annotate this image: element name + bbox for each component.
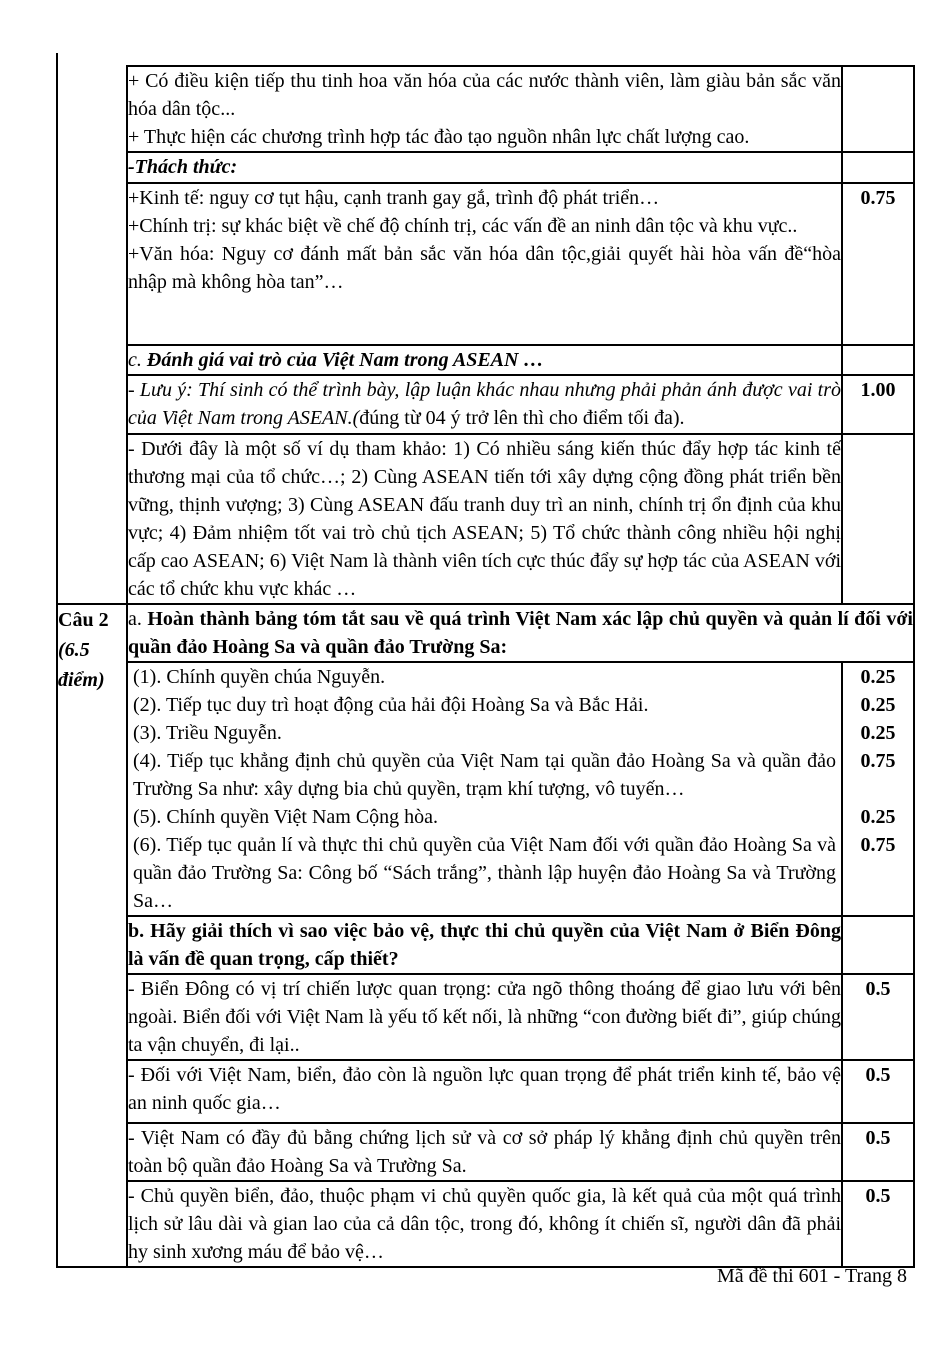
part-b-header-cell	[127, 916, 842, 974]
points-cell	[842, 152, 914, 183]
answer-cell	[127, 1123, 842, 1181]
table-row	[57, 1123, 914, 1181]
answer-paragraph: +Kinh tế: nguy cơ tụt hậu, cạnh tranh gay gắ, trình độ phát triển…	[128, 187, 660, 209]
table-row	[57, 974, 914, 1060]
note-regular-text: đúng từ 04 ý trở lên thì cho điểm tối đa).	[359, 407, 685, 429]
item-points: 0.25	[841, 719, 913, 747]
item-text: (6). Tiếp tục quản lí và thực thi chủ quyền của Việt Nam đối với quần đảo Hoàng Sa và quần đảo Trường Sa: Công bố “Sách trắng”, thành lập huyện đảo Hoàng Sa và Trường Sa…	[133, 834, 836, 912]
item-row	[128, 663, 913, 691]
answer-paragraph: - Biển Đông có vị trí chiến lược quan trọng: cửa ngõ thông thoáng để giao lưu với bên ngoài. Biển đối với Việt Nam là yếu tố kết nối, là những “con đường biết đi”, giúp chúng ta vận chuyển, đi lại..	[128, 978, 841, 1056]
item-text: (3). Triều Nguyễn.	[133, 722, 282, 744]
table-row	[57, 662, 914, 916]
item-row	[128, 747, 913, 803]
answer-paragraph: + Thực hiện các chương trình hợp tác đào tạo nguồn nhân lực chất lượng cao.	[128, 126, 750, 148]
answer-cell	[127, 152, 842, 183]
item-points: 0.25	[841, 691, 913, 719]
table-row	[57, 66, 914, 152]
item-text: (5). Chính quyền Việt Nam Cộng hòa.	[133, 806, 439, 828]
subheading-danh-gia: Đánh giá vai trò của Việt Nam trong ASEAN …	[146, 349, 544, 371]
table-row	[57, 375, 914, 434]
note-italic-text: - Lưu ý: Thí sinh có thể trình bày, lập luận khác nhau nhưng phải phản ánh được vai trò của Việt Nam trong ASEAN.(	[128, 379, 841, 429]
points-cell	[842, 66, 914, 152]
item-row	[128, 719, 913, 747]
points-cell: 0.5	[842, 1181, 914, 1267]
table-row	[57, 434, 914, 604]
item-points: 0.75	[841, 747, 913, 803]
answer-paragraph: - Việt Nam có đầy đủ bằng chứng lịch sử và cơ sở pháp lý khẳng định chủ quyền trên toàn bộ quần đảo Hoàng Sa và Trường Sa.	[128, 1127, 841, 1177]
points-cell: 0.5	[842, 1060, 914, 1123]
answer-paragraph: - Chủ quyền biển, đảo, thuộc phạm vi chủ quyền quốc gia, là kết quả của một quá trình lịch sử lâu dài và gian lao của cả dân tộc, trong đó, không ít chiến sĩ, người dân đã phải hy sinh xương máu để bảo vệ…	[128, 1185, 841, 1263]
answer-cell	[127, 375, 842, 434]
item-row	[128, 803, 913, 831]
part-a-header-cell	[127, 604, 914, 662]
question-number-cell-empty	[57, 66, 127, 604]
item-points: 0.25	[841, 803, 913, 831]
points-cell	[842, 434, 914, 604]
page-footer: Mã đề thi 601 - Trang 8	[717, 1265, 907, 1287]
items-with-points	[128, 663, 913, 915]
answer-paragraph: - Đối với Việt Nam, biển, đảo còn là nguồn lực quan trọng để phát triển kinh tế, bảo vệ an ninh quốc gia…	[128, 1064, 841, 1114]
points-cell: 1.00	[842, 375, 914, 434]
question-number-cell	[57, 604, 127, 1267]
item-row	[128, 831, 913, 915]
table-row	[57, 916, 914, 974]
answer-cell	[127, 1060, 842, 1123]
answer-cell	[127, 345, 842, 375]
part-a-items-cell	[127, 662, 914, 916]
table-row	[57, 152, 914, 183]
item-letter: a.	[128, 608, 148, 630]
points-cell: 0.75	[842, 183, 914, 345]
question-points-close: điểm)	[58, 669, 105, 691]
answer-cell	[127, 434, 842, 604]
points-cell: 0.5	[842, 974, 914, 1060]
part-b-title: b. Hãy giải thích vì sao việc bảo vệ, thực thi chủ quyền của Việt Nam ở Biển Đông là vấn đề quan trọng, cấp thiết?	[128, 920, 841, 970]
table-row	[57, 183, 914, 345]
part-a-title: Hoàn thành bảng tóm tắt sau về quá trình Việt Nam xác lập chủ quyền và quản lí đối với quần đảo Hoàng Sa và quần đảo Trường Sa:	[128, 608, 913, 658]
item-text: (2). Tiếp tục duy trì hoạt động của hải đội Hoàng Sa và Bắc Hải.	[133, 694, 649, 716]
table-row	[57, 1060, 914, 1123]
question-number: Câu 2	[58, 609, 109, 631]
item-points: 0.75	[841, 831, 913, 915]
item-row	[128, 691, 913, 719]
table-row	[57, 345, 914, 375]
answer-cell	[127, 1181, 842, 1267]
answer-paragraph: +Chính trị: sự khác biệt về chế độ chính trị, các vấn đề an ninh dân tộc và khu vực..	[128, 215, 798, 237]
answer-cell	[127, 974, 842, 1060]
points-cell: 0.5	[842, 1123, 914, 1181]
item-letter: c.	[128, 349, 147, 371]
subheading-thach-thuc: -Thách thức:	[128, 156, 238, 178]
answer-paragraph: + Có điều kiện tiếp thu tinh hoa văn hóa của các nước thành viên, làm giàu bản sắc văn hóa dân tộc...	[128, 70, 841, 120]
answer-cell	[127, 183, 842, 345]
points-cell	[842, 916, 914, 974]
points-cell	[842, 345, 914, 375]
table-row	[57, 1181, 914, 1267]
item-text: (4). Tiếp tục khẳng định chủ quyền của Việt Nam tại quần đảo Hoàng Sa và quần đảo Trường Sa như: xây dựng bia chủ quyền, trạm khí tượng, vô tuyến…	[133, 750, 836, 800]
answer-paragraph: - Dưới đây là một số ví dụ tham khảo: 1) Có nhiều sáng kiến thúc đẩy hợp tác kinh tế thương mại của tổ chức…; 2) Cùng ASEAN tiến tới xây dựng cộng đồng phát triển bền vững, thịnh vượng; 3) Cùng ASEAN đấu tranh duy trì an ninh, chính trị ổn định của khu vực; 4) Đảm nhiệm tốt vai trò chủ tịch ASEAN; 5) Tổ chức thành công nhiều hội nghị cấp cao ASEAN; 6) Việt Nam là thành viên tích cực thúc đẩy sự hợp tác của ASEAN với các tổ chức khu vực khác …	[128, 438, 841, 600]
question-points-open: (6.5	[58, 639, 90, 661]
item-points: 0.25	[841, 663, 913, 691]
item-text: (1). Chính quyền chúa Nguyễn.	[133, 666, 386, 688]
answer-cell	[127, 66, 842, 152]
table-row	[57, 604, 914, 662]
grading-rubric-table	[56, 65, 915, 1268]
answer-paragraph: +Văn hóa: Nguy cơ đánh mất bản sắc văn hóa dân tộc,giải quyết hài hòa vấn đề“hòa nhập mà không hòa tan”…	[128, 243, 841, 293]
